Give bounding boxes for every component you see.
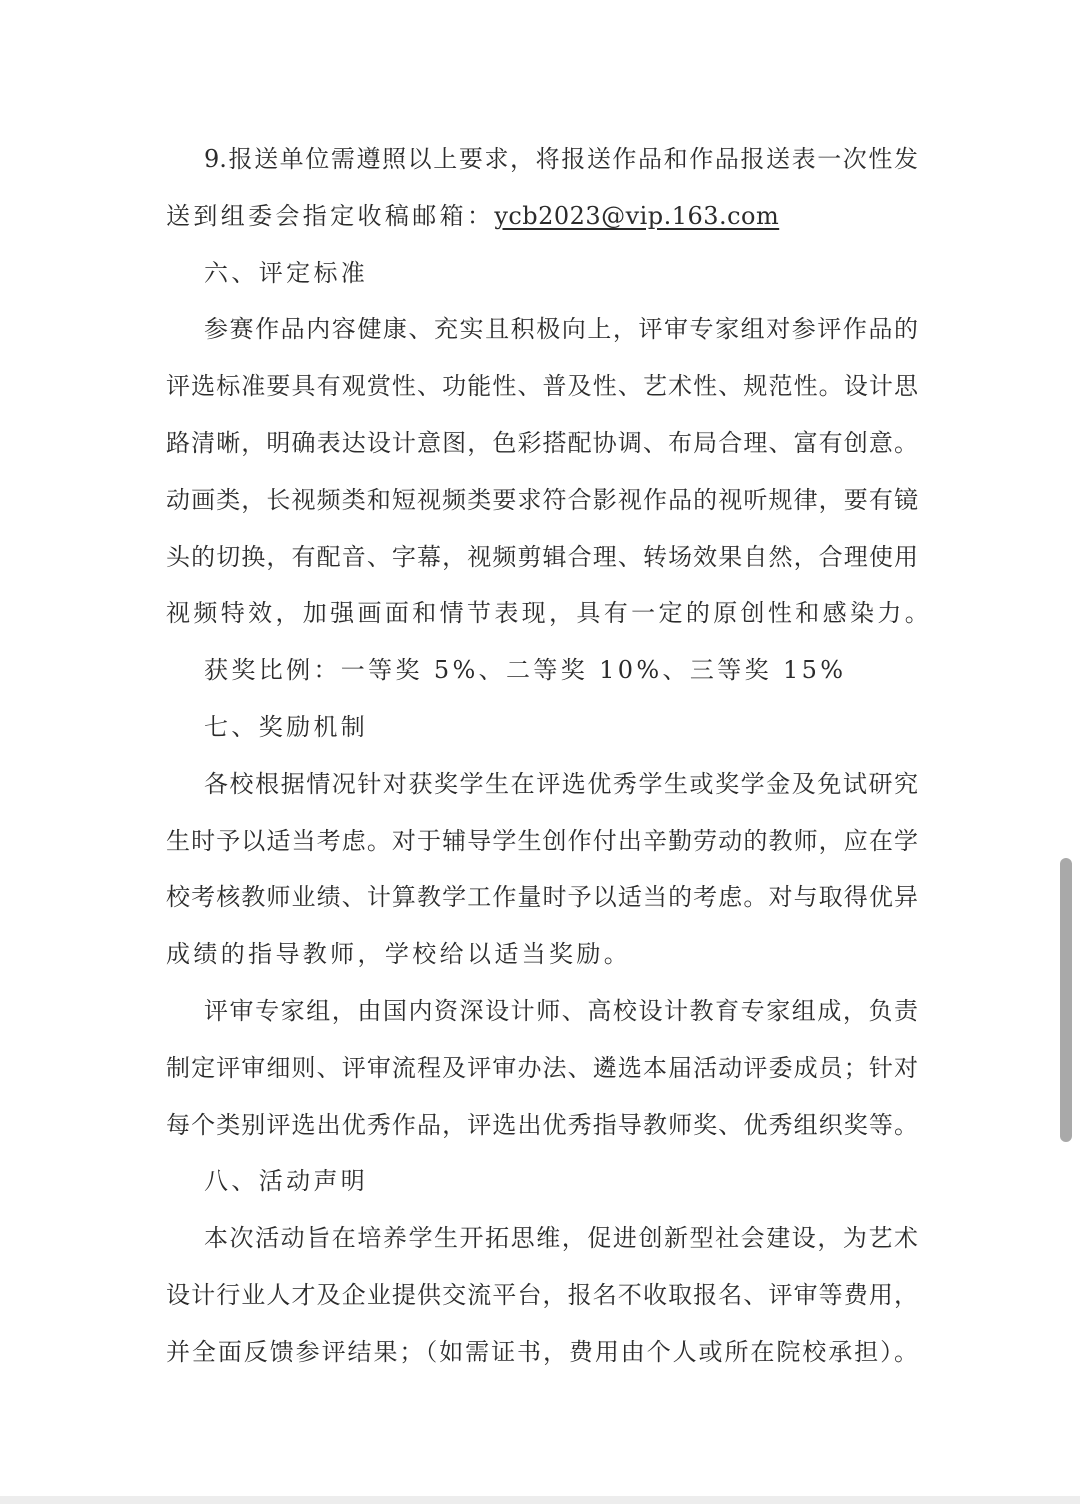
paragraph-line: 本次活动旨在培养学生开拓思维，促进创新型社会建设，为艺术 xyxy=(204,1224,918,1253)
paragraph-line: 校考核教师业绩、计算教学工作量时予以适当的考虑。对与取得优异 xyxy=(166,883,918,912)
document-body xyxy=(166,131,933,1381)
submission-email-link[interactable]: ycb2023@vip.163.com xyxy=(494,201,780,230)
email-intro-text: 送到组委会指定收稿邮箱： xyxy=(166,201,495,230)
paragraph-line: 并全面反馈参评结果；（如需证书，费用由个人或所在院校承担）。 xyxy=(166,1337,918,1366)
paragraph-line: 设计行业人才及企业提供交流平台，报名不收取报名、评审等费用， xyxy=(166,1280,918,1309)
paragraph-line: 参赛作品内容健康、充实且积极向上，评审专家组对参评作品的 xyxy=(204,315,918,344)
section-heading-rewards: 七、奖励机制 xyxy=(204,712,369,741)
paragraph-line: 制定评审细则、评审流程及评审办法、遴选本届活动评委成员；针对 xyxy=(166,1053,918,1082)
section-heading-evaluation: 六、评定标准 xyxy=(204,258,369,287)
vertical-scrollbar[interactable] xyxy=(1060,0,1072,1496)
paragraph-line: 动画类，长视频类和短视频类要求符合影视作品的视听规律，要有镜 xyxy=(166,485,918,514)
paragraph-line: 头的切换，有配音、字幕，视频剪辑合理、转场效果自然，合理使用 xyxy=(166,542,918,571)
scrollbar-thumb[interactable] xyxy=(1060,858,1072,1142)
paragraph-line: 路清晰，明确表达设计意图，色彩搭配协调、布局合理、富有创意。 xyxy=(166,428,918,457)
paragraph-line xyxy=(166,188,918,245)
paragraph-line: 视频特效，加强画面和情节表现，具有一定的原创性和感染力。 xyxy=(166,599,933,628)
paragraph-line: 每个类别评选出优秀作品，评选出优秀指导教师奖、优秀组织奖等。 xyxy=(166,1110,918,1139)
paragraph-line: 各校根据情况针对获奖学生在评选优秀学生或奖学金及免试研究 xyxy=(204,769,918,798)
section-heading-statement: 八、活动声明 xyxy=(204,1167,369,1196)
paragraph-line: 评选标准要具有观赏性、功能性、普及性、艺术性、规范性。设计思 xyxy=(166,372,918,401)
paragraph-line: 生时予以适当考虑。对于辅导学生创作付出辛勤劳动的教师，应在学 xyxy=(166,826,918,855)
award-ratio-line: 获奖比例：一等奖 5%、二等奖 10%、三等奖 15% xyxy=(204,656,847,685)
paragraph-line: 成绩的指导教师，学校给以适当奖励。 xyxy=(166,940,632,969)
paragraph-line: 评审专家组，由国内资深设计师、高校设计教育专家组成，负责 xyxy=(204,996,918,1025)
paragraph-line: 9.报送单位需遵照以上要求，将报送作品和作品报送表一次性发 xyxy=(204,145,918,173)
